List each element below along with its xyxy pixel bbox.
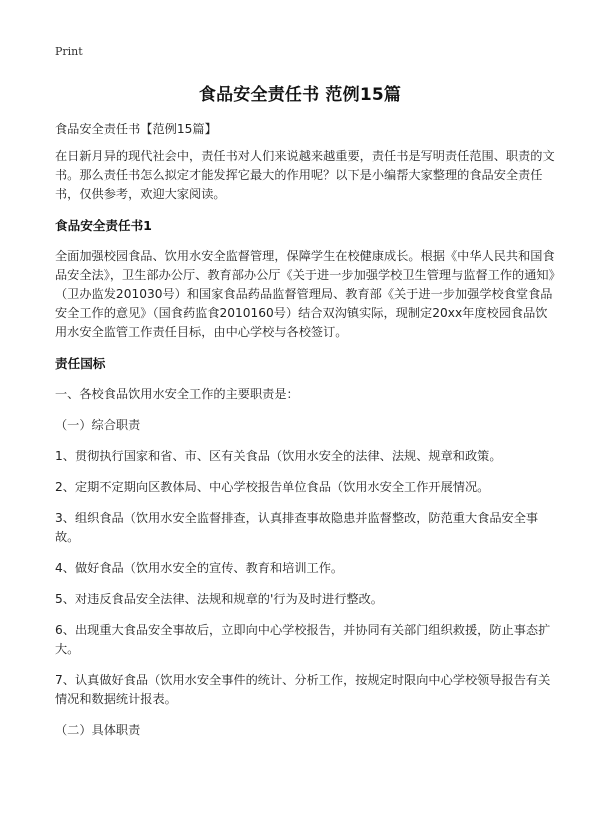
section-paragraph: 全面加强校园食品、饮用水安全监督管理，保障学生在校健康成长。根据《中华人民共和国食品安全法》，卫生部办公厅、教育部办公厅《关于进一步加强学校卫生管理与监督工作的通知》（卫办监发201030号）和国家食品药品监督管理局、教育部《关于进一步加强学校食堂食品安全工作的意见》（国食药监食2010160号）结合双沟镇实际，现制定20xx年度校园食品饮用水安全监管工作责任目标，由中心学校与各校签订。 (55, 249, 555, 339)
duty-item: 6、出现重大食品安全事故后，立即向中心学校报告，并协同有关部门组织救援，防止事态扩大。 (55, 623, 551, 656)
intro-paragraph: 在日新月异的现代社会中，责任书对人们来说越来越重要，责任书是写明责任范围、职责的文书。那么责任书怎么拟定才能发挥它最大的作用呢？以下是小编帮大家整理的食品安全责任书，仅供参考，欢迎大家阅读。 (55, 149, 555, 201)
duty-intro: 一、各校食品饮用水安全工作的主要职责是： (55, 387, 299, 401)
document-subtitle: 食品安全责任书【范例15篇】 (55, 122, 217, 136)
duty-item: 5、对违反食品安全法律、法规和规章的'行为及时进行整改。 (55, 592, 383, 606)
general-duty-heading: （一）综合职责 (55, 418, 141, 432)
document-title: 食品安全责任书 范例15篇 (198, 85, 402, 105)
duty-item: 4、做好食品（饮用水安全的宣传、教育和培训工作。 (55, 561, 344, 575)
duty-item: 1、贯彻执行国家和省、市、区有关食品（饮用水安全的法律、法规、规章和政策。 (55, 449, 502, 463)
specific-duty-heading: （二）具体职责 (55, 723, 141, 737)
duty-item: 7、认真做好食品（饮用水安全事件的统计、分析工作，按规定时限向中心学校领导报告有关情况和数据统计报表。 (55, 673, 551, 706)
duty-item: 2、定期不定期向区教体局、中心学校报告单位食品（饮用水安全工作开展情况。 (55, 480, 490, 494)
print-link[interactable]: Print (55, 45, 83, 58)
duty-item: 3、组织食品（饮用水安全监督排查，认真排查事故隐患并监督整改，防范重大食品安全事故。 (55, 511, 539, 544)
document-body (55, 120, 555, 740)
section-heading: 食品安全责任书1 (55, 218, 152, 233)
target-heading: 责任国标 (55, 356, 106, 371)
